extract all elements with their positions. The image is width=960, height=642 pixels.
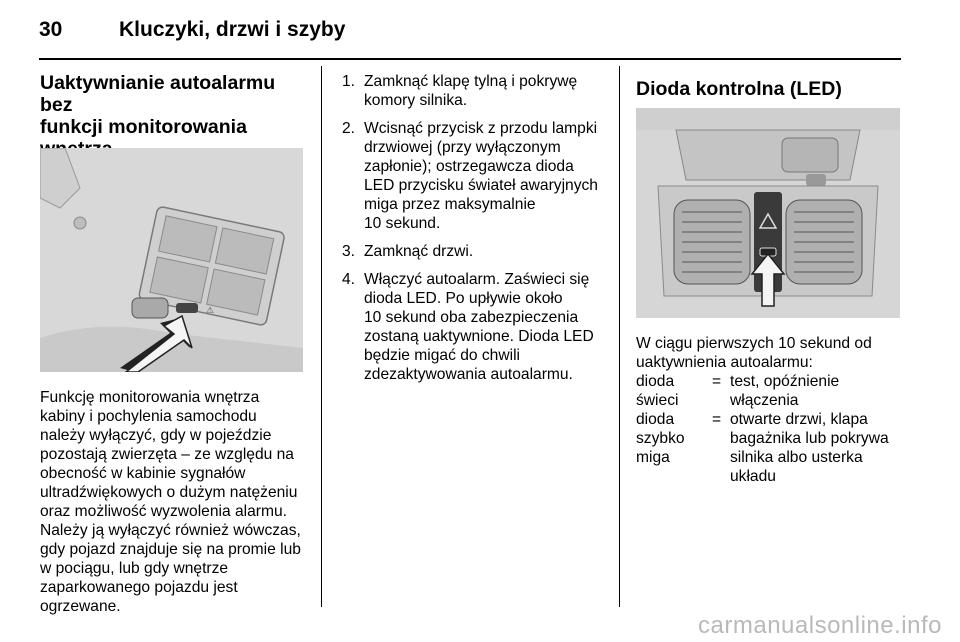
step-item: 3. Zamknąć drzwi.: [342, 243, 474, 260]
chapter-title: Kluczyki, drzwi i szyby: [119, 18, 346, 41]
led-status-table: [636, 372, 900, 486]
watermark: carmanualsonline.info: [698, 612, 942, 639]
step-item: 1. Zamknąć klapę tylną i pokrywę komory silnika.: [342, 73, 578, 109]
alarm-body-text: Funkcję monitorowania wnętrza kabiny i pochylenia samochodu należy wyłączyć, gdy w pojeździe pozostają zwierzęta – ze względu na obecność w kabinie sygnałów ultradźwiękowych o dużym natężeniu oraz możliwość wyzwolenia alarmu. Należy ją wyłączyć również wówczas, gdy pojazd znajduje się na promie lub w pociągu, lub gdy wnętrze zaparkowanego pojazdu jest ogrzewane.: [40, 389, 301, 615]
header-rule: [39, 58, 901, 60]
svg-text:⚠: ⚠: [206, 306, 215, 316]
column-3: [636, 72, 900, 485]
section-heading-alarm: Uaktywnianie autoalarmu bez funkcji monitorowania: [40, 72, 276, 138]
step-item: 2. Wcisnąć przycisk z przodu lampki drzwiowej (przy wyłączonym zapłonie); ostrzegawcza dioda LED przycisku świateł awaryjnych miga przez maksymalnie 10 sekund.: [342, 120, 598, 232]
step-item: 4. Włączyć autoalarm. Zaświeci się dioda LED. Po upływie około 10 sekund oba zabezpieczenia zostaną uaktywnione. Dioda LED będzie migać do chwili zdezaktywowania autoalarmu.: [342, 271, 594, 383]
interior-light-drawing: [40, 148, 303, 372]
led-intro: W ciągu pierwszych 10 sekund od uaktywnienia autoalarmu:: [636, 335, 872, 371]
interior-light-illustration: [40, 148, 303, 372]
column-divider-1: [321, 66, 322, 607]
hazard-switch-illustration: [636, 108, 900, 318]
column-1: [40, 72, 304, 615]
page-number: 30: [39, 18, 63, 41]
column-divider-2: [619, 66, 620, 607]
steps-list: [342, 72, 604, 384]
page-header: [39, 18, 901, 58]
section-heading-led: Dioda kontrolna (LED): [636, 78, 842, 100]
led-row-lit: dioda świeci = test, opóźnienie włączenia: [636, 373, 840, 409]
column-2: [342, 72, 604, 393]
hazard-switch-drawing: [636, 108, 900, 318]
led-row-flashing: dioda szybko miga = otwarte drzwi, klapa bagażnika lub pokrywa silnika albo usterka układu: [636, 411, 889, 485]
